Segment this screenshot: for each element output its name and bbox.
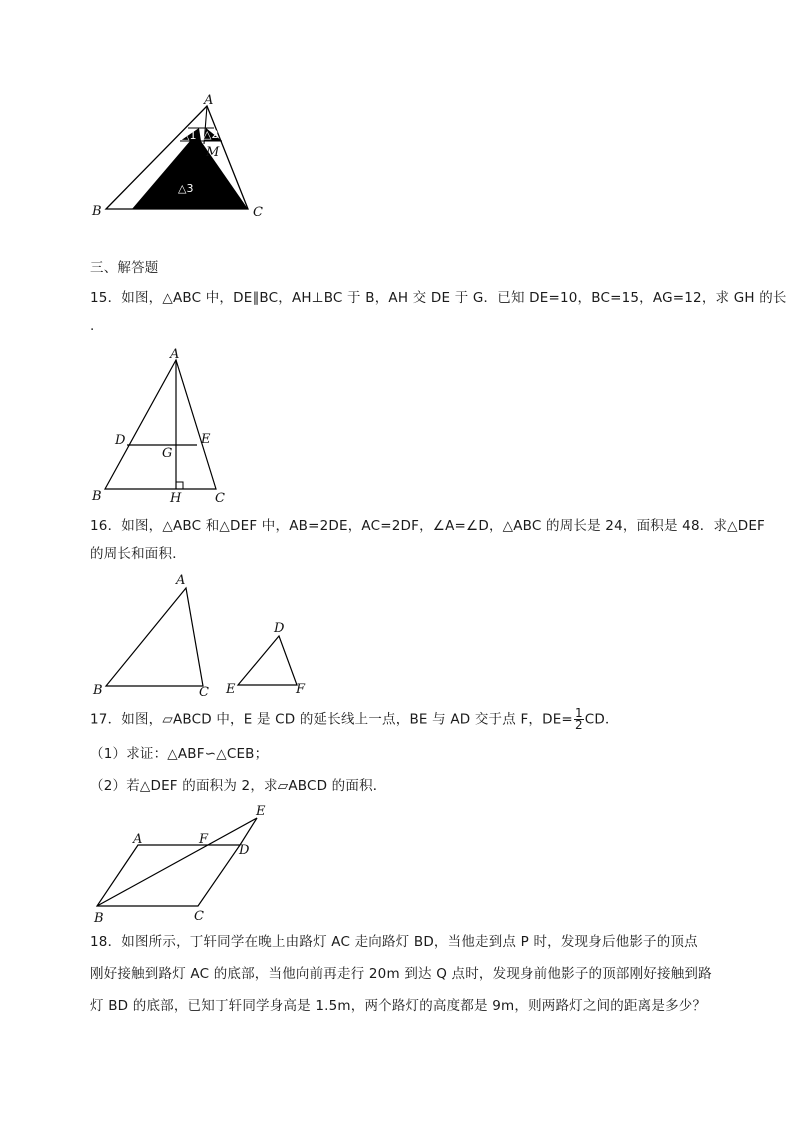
right-angle-mark bbox=[176, 482, 183, 489]
triangle-def-16 bbox=[238, 636, 297, 685]
fraction-one-half bbox=[574, 708, 584, 731]
label-e-17: E bbox=[256, 804, 266, 819]
label-f-17: F bbox=[199, 832, 209, 847]
label-triangle-1: △1 bbox=[181, 129, 197, 142]
triangle-abc-15 bbox=[105, 360, 216, 489]
label-a-16: A bbox=[176, 573, 186, 588]
problem-16-line2: 的周长和面积． bbox=[90, 546, 186, 562]
label-a-15: A bbox=[170, 347, 180, 362]
label-d-15: D bbox=[115, 433, 126, 448]
label-h-15: H bbox=[170, 491, 182, 506]
label-b-17: B bbox=[94, 911, 104, 925]
label-a-17: A bbox=[133, 832, 143, 847]
figure-15 bbox=[88, 345, 238, 510]
label-triangle-3: △3 bbox=[178, 182, 194, 195]
label-b-15: B bbox=[92, 489, 102, 504]
label-m: M bbox=[206, 145, 220, 160]
label-c-15: C bbox=[215, 491, 225, 506]
label-d-17: D bbox=[239, 843, 250, 858]
problem-17-sub2: （2）若△DEF 的面积为 2，求▱ABCD 的面积． bbox=[90, 778, 387, 794]
label-e-15: E bbox=[201, 432, 211, 447]
fraction-numerator: 1 bbox=[574, 706, 583, 720]
problem-17-text-post: CD． bbox=[584, 711, 619, 728]
problem-17-line1 bbox=[90, 708, 619, 731]
label-a: A bbox=[204, 93, 214, 108]
problem-17-sub1: （1）求证：△ABF∽△CEB； bbox=[90, 746, 269, 762]
parallelogram-abcd bbox=[97, 845, 240, 906]
figure-17 bbox=[88, 800, 278, 925]
problem-15-line1: 15．如图，△ABC 中，DE∥BC，AH⊥BC 于 B，AH 交 DE 于 G．已知 DE=10，BC=15，AG=12，求 GH 的长 bbox=[90, 290, 787, 306]
figure-top-triangles bbox=[88, 92, 278, 222]
problem-18-line2: 刚好接触到路灯 AC 的底部，当他向前再走行 20m 到达 Q 点时，发现身前他影子的顶部刚好接触到路 bbox=[90, 966, 712, 982]
label-c: C bbox=[253, 205, 263, 220]
problem-18-line3: 灯 BD 的底部，已知丁轩同学身高是 1.5m，两个路灯的高度都是 9m，则两路灯之间的距离是多少？ bbox=[90, 998, 707, 1014]
label-c-17: C bbox=[194, 909, 204, 924]
label-b: B bbox=[92, 204, 102, 219]
label-b-16: B bbox=[93, 683, 103, 698]
section-heading: 三、解答题 bbox=[90, 260, 159, 276]
label-f-16: F bbox=[296, 682, 306, 697]
label-triangle-2: △2 bbox=[203, 128, 219, 141]
figure-16 bbox=[88, 570, 328, 700]
problem-16-line1: 16．如图，△ABC 和△DEF 中，AB=2DE，AC=2DF，∠A=∠D，△ABC 的周长是 24，面积是 48．求△DEF bbox=[90, 518, 766, 534]
segment-be bbox=[97, 818, 257, 906]
triangle-3-shaded bbox=[132, 134, 248, 209]
problem-17-text-pre: 17．如图，▱ABCD 中，E 是 CD 的延长线上一点，BE 与 AD 交于点 F，DE= bbox=[90, 711, 573, 728]
triangle-abc-16 bbox=[106, 588, 203, 686]
label-d-16: D bbox=[274, 621, 285, 636]
label-c-16: C bbox=[199, 685, 209, 700]
fraction-denominator: 2 bbox=[574, 718, 583, 732]
label-g-15: G bbox=[162, 446, 173, 461]
problem-15-line2: . bbox=[90, 318, 95, 334]
label-e-16: E bbox=[226, 682, 236, 697]
problem-18-line1: 18．如图所示，丁轩同学在晚上由路灯 AC 走向路灯 BD，当他走到点 P 时，发现身后他影子的顶点 bbox=[90, 934, 698, 950]
